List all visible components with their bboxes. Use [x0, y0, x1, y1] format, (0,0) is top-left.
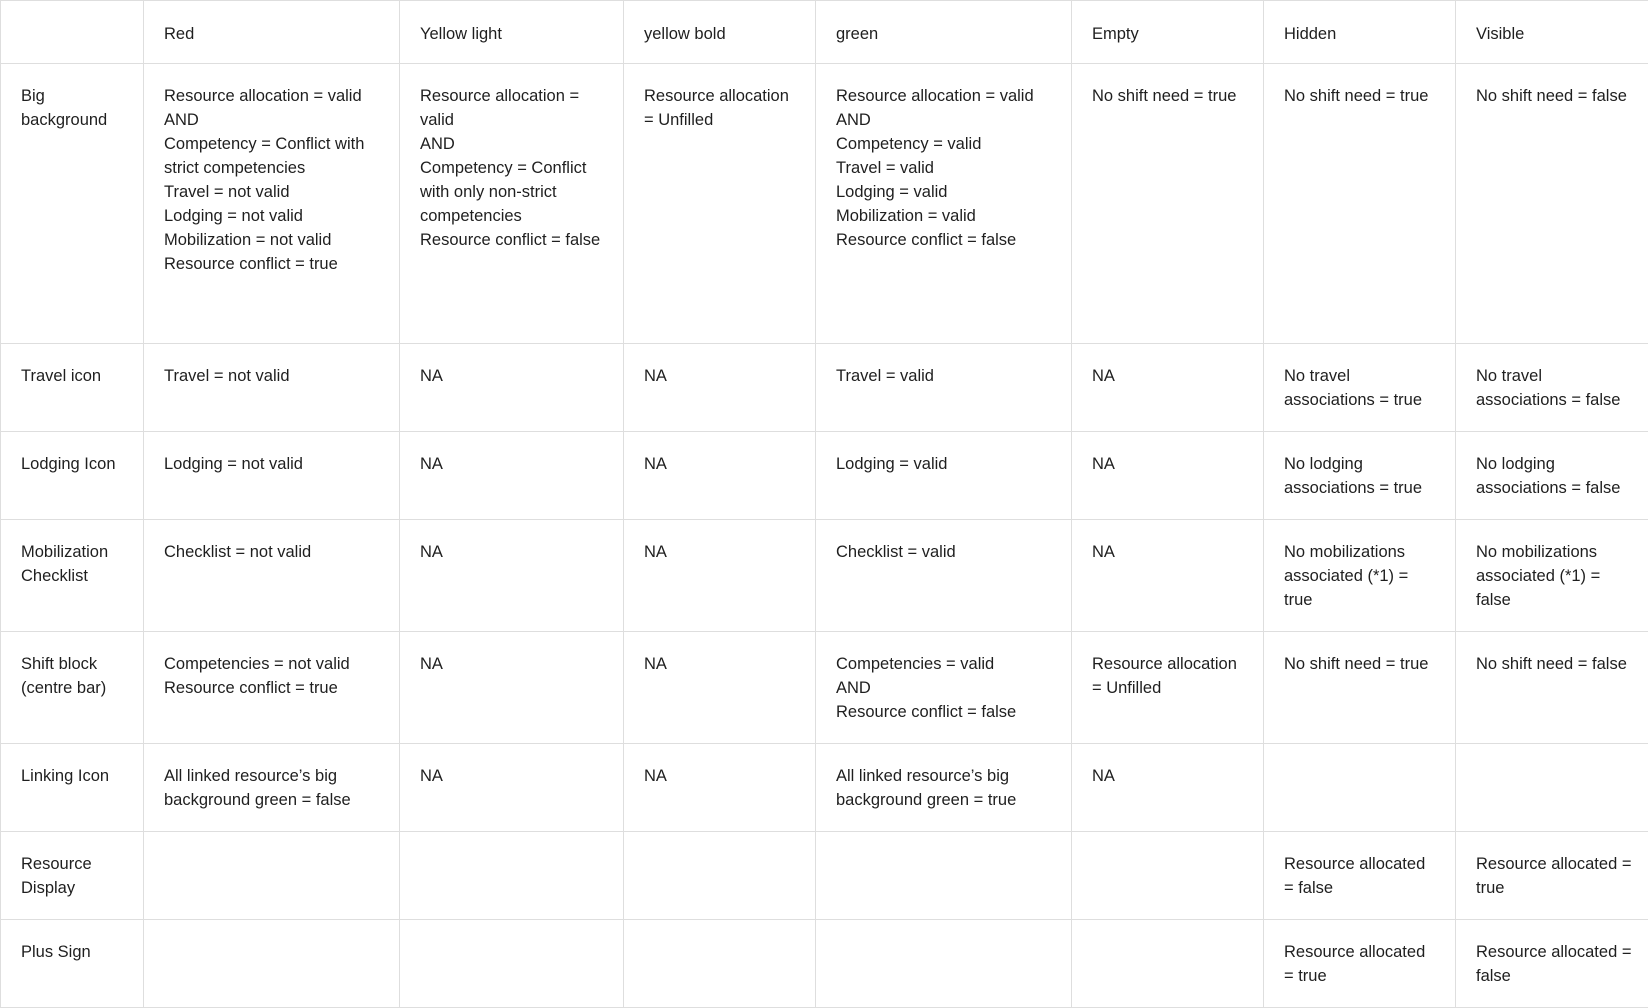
column-header: green	[816, 1, 1072, 64]
table-cell	[624, 832, 816, 920]
table-cell: Travel = not valid	[144, 344, 400, 432]
table-cell: No mobilizations associated (*1) = false	[1456, 520, 1648, 632]
table-cell: Resource allocated = false	[1456, 920, 1648, 1008]
table-cell	[816, 920, 1072, 1008]
row-label: Shift block (centre bar)	[1, 632, 144, 744]
column-header: yellow bold	[624, 1, 816, 64]
column-header: Visible	[1456, 1, 1648, 64]
table-cell	[400, 832, 624, 920]
row-label: Plus Sign	[1, 920, 144, 1008]
table-cell: NA	[624, 520, 816, 632]
table-row	[1, 632, 1648, 744]
header-corner-cell	[1, 1, 144, 64]
table-cell: Resource allocation = valid AND Competency = Conflict with only non-strict competencies Resource conflict = false	[400, 64, 624, 344]
column-header: Red	[144, 1, 400, 64]
table-cell: No mobilizations associated (*1) = true	[1264, 520, 1456, 632]
row-label: Travel icon	[1, 344, 144, 432]
table-cell: NA	[400, 744, 624, 832]
table-row	[1, 432, 1648, 520]
table-cell: Checklist = valid	[816, 520, 1072, 632]
table-cell: Resource allocation = Unfilled	[624, 64, 816, 344]
table-cell: All linked resource’s big background green = false	[144, 744, 400, 832]
table-row	[1, 832, 1648, 920]
table-cell	[624, 920, 816, 1008]
row-label: Mobilization Checklist	[1, 520, 144, 632]
row-label: Lodging Icon	[1, 432, 144, 520]
table-cell	[144, 920, 400, 1008]
table-cell: NA	[400, 520, 624, 632]
table-cell: No shift need = false	[1456, 632, 1648, 744]
column-header: Yellow light	[400, 1, 624, 64]
table-cell: Resource allocated = true	[1264, 920, 1456, 1008]
table-cell: No lodging associations = true	[1264, 432, 1456, 520]
table-cell	[816, 832, 1072, 920]
table-cell: Resource allocation = valid AND Competency = valid Travel = valid Lodging = valid Mobilization = valid Resource conflict = false	[816, 64, 1072, 344]
row-label: Resource Display	[1, 832, 144, 920]
table-row	[1, 744, 1648, 832]
table-cell: Travel = valid	[816, 344, 1072, 432]
table-cell: NA	[1072, 520, 1264, 632]
table-cell: No travel associations = false	[1456, 344, 1648, 432]
table-cell: Resource allocation = valid AND Competency = Conflict with strict competencies Travel = not valid Lodging = not valid Mobilization = not valid Resource conflict = true	[144, 64, 400, 344]
table-cell: No lodging associations = false	[1456, 432, 1648, 520]
table-cell: NA	[1072, 432, 1264, 520]
table-cell: No shift need = true	[1072, 64, 1264, 344]
table-cell: NA	[1072, 744, 1264, 832]
table-cell: Lodging = valid	[816, 432, 1072, 520]
table-cell: No travel associations = true	[1264, 344, 1456, 432]
table-cell: Checklist = not valid	[144, 520, 400, 632]
table-cell	[1072, 920, 1264, 1008]
table-cell	[1072, 832, 1264, 920]
table-cell	[1456, 744, 1648, 832]
table-row	[1, 344, 1648, 432]
table-cell: NA	[624, 632, 816, 744]
table-cell: Resource allocation = Unfilled	[1072, 632, 1264, 744]
table-cell: All linked resource’s big background green = true	[816, 744, 1072, 832]
row-label: Big background	[1, 64, 144, 344]
table-cell: Competencies = valid AND Resource conflict = false	[816, 632, 1072, 744]
table-cell: Resource allocated = false	[1264, 832, 1456, 920]
table-cell: NA	[1072, 344, 1264, 432]
table-cell: No shift need = true	[1264, 632, 1456, 744]
column-header: Empty	[1072, 1, 1264, 64]
header-row	[1, 1, 1648, 64]
table-row	[1, 64, 1648, 344]
table-cell: NA	[624, 432, 816, 520]
column-header: Hidden	[1264, 1, 1456, 64]
table-cell: No shift need = false	[1456, 64, 1648, 344]
table-cell: NA	[400, 632, 624, 744]
table-cell	[1264, 744, 1456, 832]
table-cell	[400, 920, 624, 1008]
table-cell: Lodging = not valid	[144, 432, 400, 520]
table-row	[1, 920, 1648, 1008]
table-cell: NA	[400, 432, 624, 520]
table-cell: NA	[400, 344, 624, 432]
table-cell: Resource allocated = true	[1456, 832, 1648, 920]
row-label: Linking Icon	[1, 744, 144, 832]
table-cell: NA	[624, 744, 816, 832]
table-cell: NA	[624, 344, 816, 432]
table-cell: No shift need = true	[1264, 64, 1456, 344]
table-row	[1, 520, 1648, 632]
table-cell	[144, 832, 400, 920]
table-body	[1, 1, 1648, 1008]
table-cell: Competencies = not valid Resource conflict = true	[144, 632, 400, 744]
